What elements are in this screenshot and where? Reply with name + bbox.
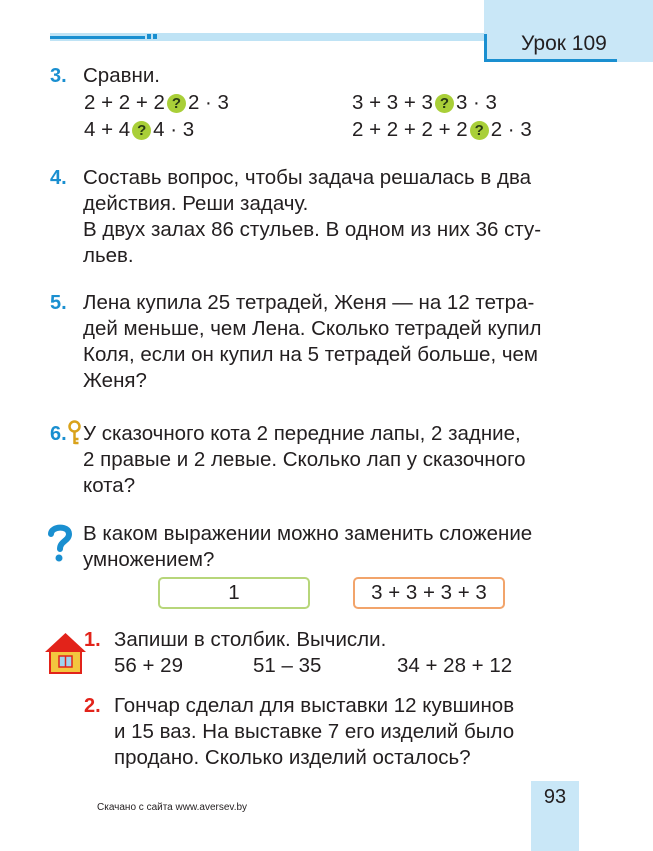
task-text-line: продано. Сколько изделий осталось?: [114, 746, 471, 769]
lesson-title: Урок 109: [521, 32, 607, 55]
house-icon: [44, 631, 87, 675]
task-text-line: Женя?: [83, 369, 147, 392]
question-circle-icon[interactable]: ?: [132, 121, 151, 140]
task-text-line: действия. Реши задачу.: [83, 192, 309, 215]
answer-option-box[interactable]: 1: [158, 577, 310, 609]
task-text-line: дей меньше, чем Лена. Сколько тетрадей купил: [83, 317, 542, 340]
task-text-line: Составь вопрос, чтобы задача решалась в два: [83, 166, 532, 189]
header-stripe-accent: [50, 36, 145, 39]
expression: 34 + 28 + 12: [397, 654, 513, 677]
page-number: 93: [543, 786, 567, 808]
homework-number: 2.: [84, 695, 101, 717]
expression: 51 – 35: [253, 654, 322, 677]
comparison-row: 4 + 4 ? 4 · 3: [84, 118, 195, 141]
expression: 56 + 29: [114, 654, 183, 677]
task-text-line: Запиши в столбик. Вычисли.: [114, 628, 387, 651]
task-number: 6.: [50, 423, 67, 445]
homework-number: 1.: [84, 629, 101, 651]
header-dash: [147, 34, 151, 39]
task-number: 4.: [50, 167, 67, 189]
task-text-line: 2 правые и 2 левые. Сколько лап у сказочного: [83, 448, 526, 471]
question-text-line: В каком выражении можно заменить сложение: [83, 522, 533, 545]
task-text-line: льев.: [83, 244, 134, 267]
question-circle-icon[interactable]: ?: [435, 94, 454, 113]
question-circle-icon[interactable]: ?: [470, 121, 489, 140]
answer-option-box[interactable]: 3 + 3 + 3 + 3: [353, 577, 505, 609]
comparison-row: 2 + 2 + 2 + 2 ? 2 · 3: [352, 118, 532, 141]
lesson-header-border: [484, 59, 617, 62]
task-number: 5.: [50, 292, 67, 314]
comparison-row: 2 + 2 + 2 ? 2 · 3: [84, 91, 229, 114]
task-text-line: В двух залах 86 стульев. В одном из них 36 сту-: [83, 218, 542, 241]
question-text-line: умножением?: [83, 548, 215, 571]
task-text-line: и 15 ваз. На выставке 7 его изделий было: [114, 720, 515, 743]
task-text-line: У сказочного кота 2 передние лапы, 2 задние,: [83, 422, 521, 445]
task-text-line: кота?: [83, 474, 136, 497]
header-dash: [153, 34, 157, 39]
task-text-line: Коля, если он купил на 5 тетрадей больше, чем: [83, 343, 539, 366]
source-footer: Скачано с сайта www.aversev.by: [97, 802, 248, 813]
task-text-line: Гончар сделал для выставки 12 кувшинов: [114, 694, 515, 717]
question-circle-icon[interactable]: ?: [167, 94, 186, 113]
task-number: 3.: [50, 65, 67, 87]
task-title: Сравни.: [83, 64, 160, 87]
comparison-row: 3 + 3 + 3 ? 3 · 3: [352, 91, 497, 114]
question-mark-icon: [46, 522, 74, 564]
key-icon: [67, 420, 82, 446]
lesson-header-border: [484, 34, 487, 62]
task-text-line: Лена купила 25 тетрадей, Женя — на 12 тетра-: [83, 291, 535, 314]
